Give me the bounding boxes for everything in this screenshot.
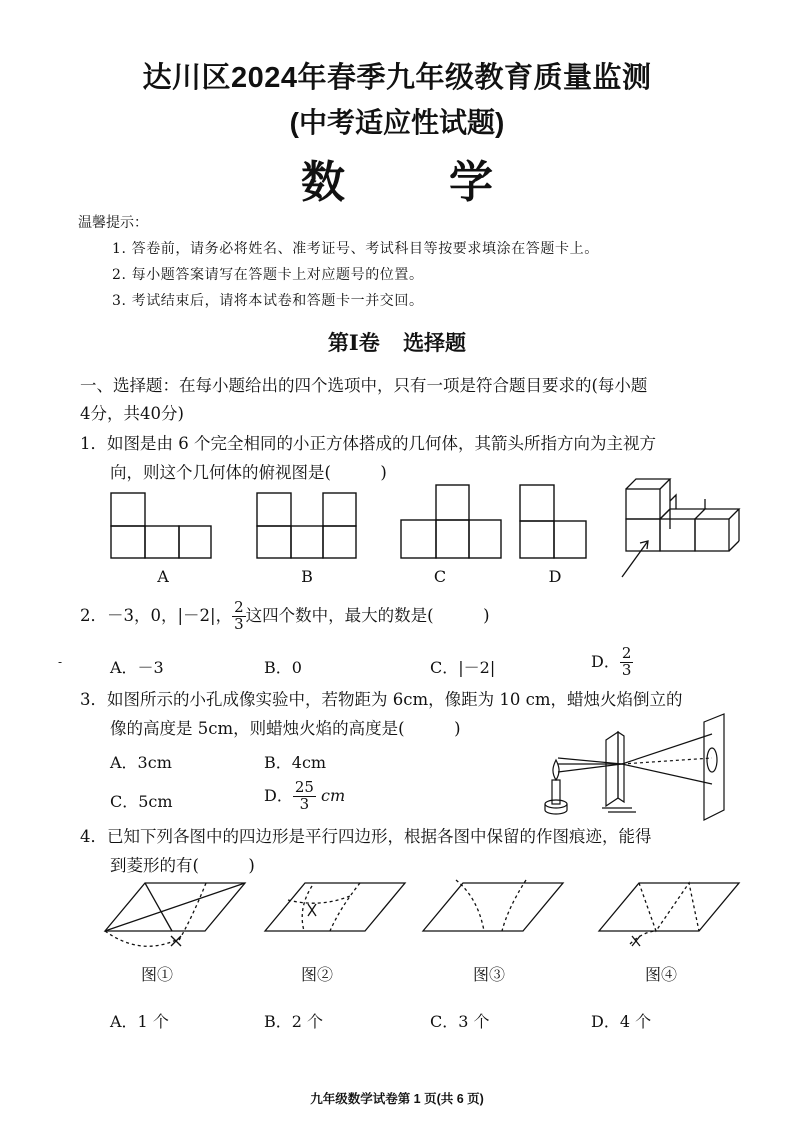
q2-fraction-numerator: 2 [234, 598, 244, 617]
exam-subtitle: (中考适应性试题) [289, 107, 505, 138]
tip-item-1: 1. 答卷前，请务必将姓名、准考证号、考试科目等按要求填涂在答题卡上。 [112, 241, 599, 257]
q2-option-d-denominator: 3 [621, 661, 632, 679]
q3-option-d-denominator: 3 [299, 795, 310, 813]
q3-option-d-fraction [293, 780, 316, 813]
q4-figure-3-label: 图③ [472, 965, 505, 984]
subject-title: 数 学 [301, 157, 523, 208]
q3-option-d-numerator: 25 [294, 778, 314, 797]
q2-fraction [232, 600, 246, 633]
q2-stem-prefix: 2．－3，0，|－2|， [80, 606, 233, 625]
q1-option-d-figure [517, 482, 622, 562]
q3-stem-line1: 3．如图所示的小孔成像实验中，若物距为 6cm，像距为 10 cm，蜡烛火焰倒立的 [80, 690, 683, 709]
q2-option-b: B．0 [264, 658, 302, 677]
q4-figure-1 [100, 878, 250, 956]
q4-option-b: B．2 个 [264, 1012, 324, 1031]
q2-option-d [591, 643, 633, 681]
q4-figure-4 [594, 878, 744, 956]
q3-option-d-unit: cm [321, 786, 346, 805]
q4-figure-4-label: 图④ [644, 965, 677, 984]
q4-figure-2-label: 图② [300, 965, 333, 984]
q1-option-b-figure [254, 490, 359, 560]
q4-stem-line2: 到菱形的有( ) [110, 856, 255, 875]
q3-option-b: B．4cm [264, 753, 327, 772]
q4-figure-3 [418, 878, 568, 956]
q3-option-d-prefix: D． [264, 786, 293, 805]
q4-option-d: D．4 个 [591, 1012, 652, 1031]
q4-figure-1-label: 图① [140, 965, 173, 984]
q1-stem-line2: 向，则这个几何体的俯视图是( ) [110, 463, 387, 482]
q2-option-a: A．－3 [110, 658, 164, 677]
q4-option-c: C．3 个 [430, 1012, 490, 1031]
part-name: 选择题 [403, 330, 467, 355]
tip-item-3: 3. 考试结束后，请将本试卷和答题卡一并交回。 [112, 293, 424, 309]
q2-fraction-denominator: 3 [234, 615, 244, 633]
section-intro-line1: 一、选择题：在每小题给出的四个选项中，只有一项是符合题目要求的(每小题 [80, 376, 648, 395]
q1-solid-figure [618, 473, 748, 583]
q1-option-a-figure [108, 490, 213, 560]
q1-label-a: A [157, 567, 169, 586]
page-footer: 九年级数学试卷第 1 页(共 6 页) [310, 1092, 484, 1106]
q3-option-d [264, 777, 345, 815]
q2-option-d-prefix: D． [591, 652, 620, 671]
q1-label-d: D [548, 567, 562, 586]
exam-title: 达川区2024年春季九年级教育质量监测 [142, 62, 652, 94]
q4-option-a: A．1 个 [110, 1012, 169, 1031]
q2-stem-suffix: 这四个数中，最大的数是( ) [245, 606, 490, 625]
tip-item-2: 2. 每小题答案请写在答题卡上对应题号的位置。 [112, 267, 424, 283]
q2-option-d-numerator: 2 [621, 644, 632, 663]
q2-option-d-fraction [620, 646, 634, 679]
margin-mark: - [58, 655, 63, 669]
q1-option-c-figure [398, 482, 503, 562]
section-intro-line2: 4分，共40分) [80, 404, 184, 423]
q1-stem-line1: 1．如图是由 6 个完全相同的小正方体搭成的几何体，其箭头所指方向为主视方 [80, 434, 656, 453]
q1-label-c: C [433, 567, 447, 586]
q3-stem-line2: 像的高度是 5cm，则蜡烛火焰的高度是( ) [110, 719, 461, 738]
q3-option-c: C．5cm [110, 792, 173, 811]
q2-stem [80, 597, 490, 637]
q3-option-a: A．3cm [110, 753, 172, 772]
tips-heading: 温馨提示： [78, 215, 148, 231]
q2-option-c: C．|－2| [430, 658, 496, 677]
part-label: 第I卷 [327, 330, 380, 355]
q1-label-b: B [301, 567, 313, 586]
q4-stem-line1: 4．已知下列各图中的四边形是平行四边形，根据各图中保留的作图痕迹，能得 [80, 827, 652, 846]
q4-figure-2 [260, 878, 410, 956]
q3-pinhole-figure [536, 712, 736, 822]
part-title [0, 327, 794, 357]
